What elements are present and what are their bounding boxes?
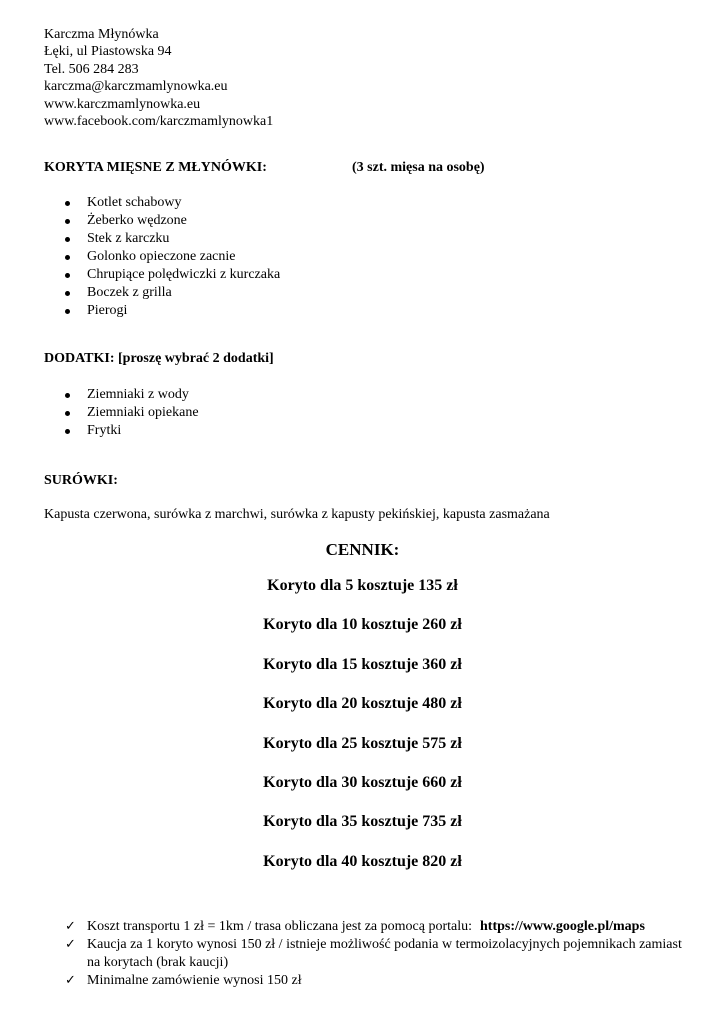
list-item: Stek z karczku (44, 230, 280, 248)
restaurant-name: Karczma Młynówka (44, 27, 159, 42)
cennik-title: CENNIK: (325, 540, 400, 559)
list-item: Golonko opieczone zacnie (44, 248, 280, 266)
list-item: Kotlet schabowy (44, 194, 280, 212)
list-item: Pierogi (44, 302, 280, 320)
price-row: Koryto dla 30 kosztuje 660 zł (263, 773, 462, 791)
price-row: Koryto dla 40 kosztuje 820 zł (263, 852, 462, 870)
note-deposit (44, 936, 684, 972)
restaurant-address: Łęki, ul Piastowska 94 (44, 44, 172, 60)
restaurant-phone: Tel. 506 284 283 (44, 61, 139, 77)
price-row: Koryto dla 5 kosztuje 135 zł (267, 577, 458, 594)
check-mark-icon: ✓ (65, 919, 76, 934)
dodatki-list (44, 386, 199, 440)
maps-link[interactable]: https://www.google.pl/maps (480, 919, 645, 934)
contact-header (44, 26, 273, 130)
restaurant-email: karczma@karczmamlynowka.eu (44, 79, 228, 95)
list-item: Ziemniaki z wody (44, 386, 199, 404)
koryta-note: (3 szt. mięsa na osobę) (352, 160, 485, 175)
list-item: Boczek z grilla (44, 284, 280, 302)
list-item: Chrupiące polędwiczki z kurczaka (44, 266, 280, 284)
surowki-title: SURÓWKI: (44, 473, 118, 488)
minimum-text: Minimalne zamówienie wynosi 150 zł (87, 973, 302, 988)
surowki-text: Kapusta czerwona, surówka z marchwi, surówka z kapusty pekińskiej, kapusta zasmażana (44, 507, 550, 522)
koryta-list (44, 194, 280, 320)
price-list (0, 576, 725, 891)
price-row: Koryto dla 10 kosztuje 260 zł (263, 616, 462, 634)
list-item: Frytki (44, 422, 199, 440)
check-mark-icon: ✓ (65, 973, 76, 988)
note-transport (44, 918, 684, 936)
list-item: Żeberko wędzone (44, 212, 280, 230)
price-row: Koryto dla 15 kosztuje 360 zł (263, 655, 462, 673)
list-item: Ziemniaki opiekane (44, 404, 199, 422)
restaurant-website: www.karczmamlynowka.eu (44, 96, 201, 112)
price-row: Koryto dla 35 kosztuje 735 zł (263, 813, 462, 831)
restaurant-facebook: www.facebook.com/karczmamlynowka1 (44, 114, 274, 130)
notes-list (44, 918, 684, 990)
note-minimum (44, 972, 684, 990)
koryta-title: KORYTA MIĘSNE Z MŁYNÓWKI: (44, 160, 267, 175)
deposit-text: Kaucja za 1 koryto wynosi 150 zł / istnieje możliwość podania w termoizolacyjnych pojemnikach zamiast na korytach (brak kaucji) (87, 937, 682, 970)
check-mark-icon: ✓ (65, 937, 76, 952)
dodatki-title: DODATKI: [proszę wybrać 2 dodatki] (44, 351, 274, 366)
transport-text: Koszt transportu 1 zł = 1km / trasa obliczana jest za pomocą portalu: (87, 919, 472, 934)
price-row: Koryto dla 20 kosztuje 480 zł (263, 695, 462, 713)
price-row: Koryto dla 25 kosztuje 575 zł (263, 734, 462, 752)
